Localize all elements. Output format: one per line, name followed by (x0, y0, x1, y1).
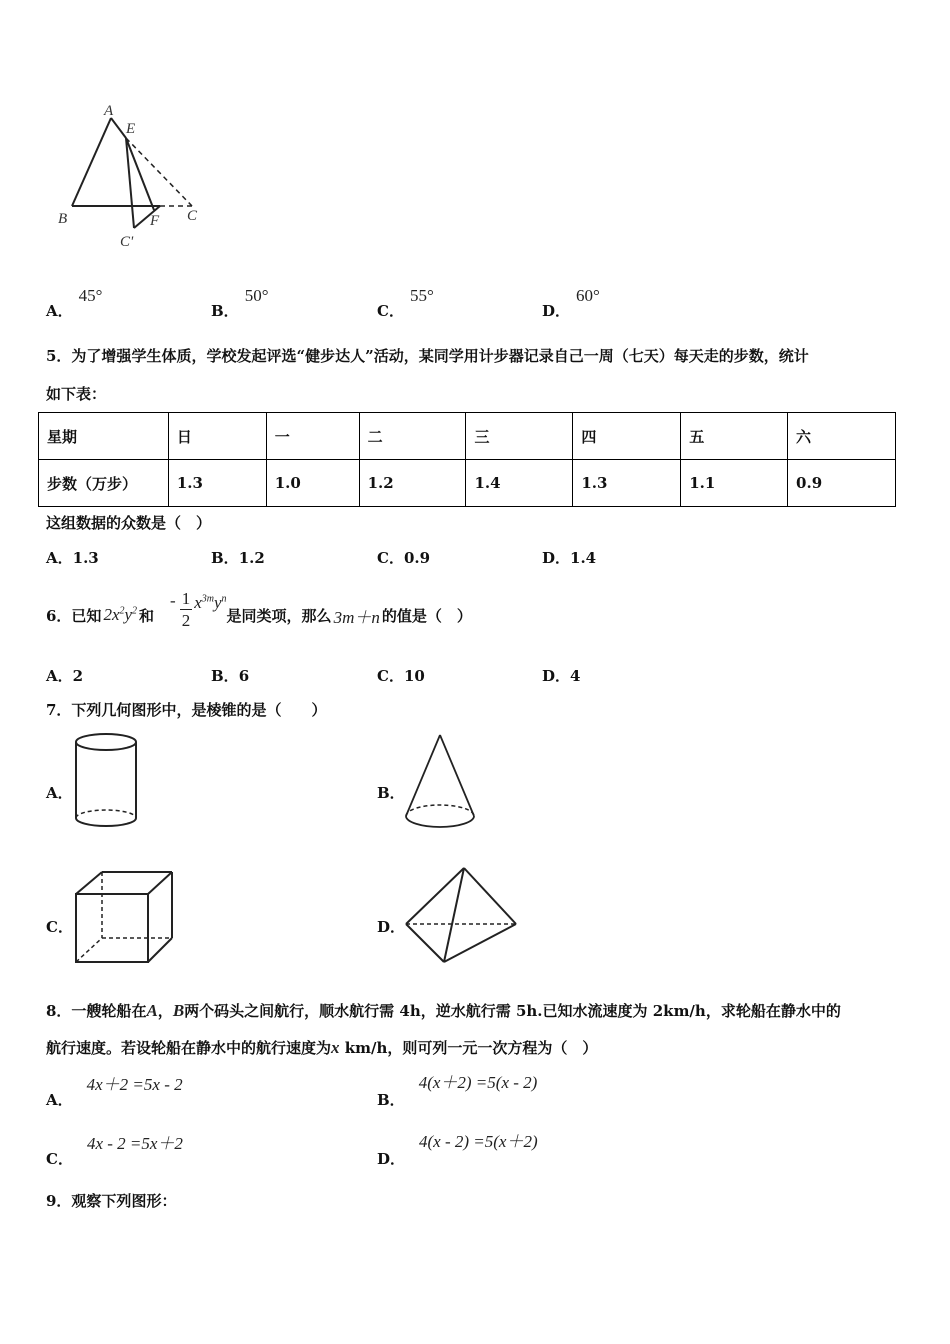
pyramid-edge (464, 868, 516, 924)
edge-ec-prime (126, 138, 134, 228)
q4-option-c[interactable] (377, 285, 434, 320)
q6-and: 和 (139, 606, 155, 625)
table-cell: 日 (168, 413, 266, 460)
pyramid-base-edge (444, 924, 516, 962)
q8-line2 (46, 1037, 597, 1058)
table-cell: 星期 (39, 413, 169, 460)
cylinder-figure[interactable] (70, 730, 142, 832)
q6-middle: 是同类项，那么 (226, 606, 332, 625)
table-cell: 六 (788, 413, 896, 460)
cone-right-side (440, 735, 474, 816)
q8-option-b[interactable] (377, 1068, 538, 1109)
table-row (39, 460, 896, 507)
q4-option-b[interactable] (211, 285, 269, 320)
q7-option-a-label[interactable]: A． (46, 784, 73, 802)
q6-option-a[interactable] (46, 665, 83, 686)
q8-option-c[interactable] (46, 1129, 183, 1168)
option-value: 50° (244, 286, 269, 305)
table-cell: 1.4 (466, 460, 573, 507)
q5-option-a[interactable] (46, 547, 99, 568)
option-letter: D． (542, 667, 571, 685)
q7-text: 7．下列几何图形中，是棱锥的是（ ） (46, 701, 327, 719)
q8-line1 (46, 1000, 841, 1021)
q6-suffix: 的值是（ ） (381, 606, 472, 625)
option-value: 0.9 (403, 549, 431, 567)
option-letter: C． (46, 1150, 73, 1168)
table-cell: 1.0 (266, 460, 359, 507)
cube-edge (148, 872, 172, 894)
q6-prefix: 6．已知 (46, 606, 102, 625)
label-b: B (58, 211, 68, 227)
option-value: 45° (78, 286, 103, 305)
label-e: E (126, 121, 136, 137)
table-cell: 五 (681, 413, 788, 460)
q5-question: 这组数据的众数是（ ） (46, 514, 212, 532)
q6-option-b[interactable] (211, 665, 249, 686)
cone-base-back (406, 805, 474, 816)
q8-comma: ， (157, 1002, 173, 1020)
option-letter: C． (377, 302, 404, 320)
option-letter: C． (377, 549, 404, 567)
q7-option-d-label[interactable]: D． (377, 918, 406, 936)
cube-edge (76, 872, 102, 894)
q6-minus: - (170, 591, 176, 610)
q8-line1-end: 两个码头之间航行，顺水航行需 4h，逆水航行需 5h.已知水流速度为 2km/h，求轮船在静水中的 (184, 1002, 841, 1020)
cone-left-side (406, 735, 440, 816)
option-letter: D． (377, 1150, 406, 1168)
table-cell: 1.1 (681, 460, 788, 507)
option-value: 2 (72, 667, 84, 685)
option-value: 4x - 2 =5x＋2 (86, 1134, 183, 1153)
option-value: 10 (403, 667, 425, 685)
q8-point-b: B (172, 1001, 185, 1020)
q6-frac-num: 1 (181, 588, 191, 608)
q6-term1: $2x^2y^2$ (103, 605, 138, 624)
q6-option-c[interactable] (377, 665, 425, 686)
option-value: 1.4 (570, 549, 597, 567)
q5-text-line2: 如下表： (46, 385, 107, 403)
option-letter: D． (542, 302, 571, 320)
option-value: 4 (570, 667, 581, 685)
q8-line1-start: 8．一艘轮船在 (46, 1002, 147, 1020)
q8-var-x: x (331, 1038, 340, 1057)
option-letter: B． (377, 1091, 405, 1109)
q6-expr: 3m＋n (333, 607, 380, 627)
q5-option-b[interactable] (211, 547, 265, 568)
pyramid-base-edge (406, 924, 444, 962)
q8-line2-end: km/h，则可列一元一次方程为（ ） (339, 1039, 598, 1057)
pyramid-figure[interactable] (400, 862, 522, 968)
q8-option-d[interactable] (377, 1127, 538, 1168)
table-cell: 三 (466, 413, 573, 460)
q8-option-a[interactable] (46, 1070, 183, 1109)
label-c-prime: C' (120, 234, 134, 250)
option-value: 4(x - 2) =5(x＋2) (419, 1132, 538, 1151)
q4-option-a[interactable] (46, 285, 103, 320)
label-c: C (187, 208, 198, 224)
pyramid-edge (444, 868, 464, 962)
label-a: A (104, 103, 114, 119)
steps-table (38, 412, 896, 507)
q4-option-d[interactable] (542, 285, 600, 320)
cylinder-top (76, 734, 136, 750)
option-letter: B． (211, 302, 239, 320)
table-cell: 0.9 (788, 460, 896, 507)
option-value: 6 (238, 667, 250, 685)
option-letter: A． (46, 667, 73, 685)
option-value: 60° (576, 286, 600, 305)
option-value: 1.2 (238, 549, 265, 567)
triangle-fold-figure (50, 98, 210, 254)
q6-option-d[interactable] (542, 665, 580, 686)
cylinder-bottom-back (76, 810, 136, 818)
table-cell: 四 (573, 413, 681, 460)
option-letter: A． (46, 302, 73, 320)
option-letter: C． (377, 667, 404, 685)
cone-base-front (406, 816, 474, 827)
option-letter: B． (211, 549, 239, 567)
cube-figure[interactable] (70, 866, 178, 968)
edge-ab (72, 118, 111, 206)
q7-option-c-label[interactable]: C． (46, 918, 73, 936)
q8-line2-start: 航行速度。若设轮船在静水中的航行速度为 (46, 1039, 332, 1057)
cube-edge (148, 938, 172, 962)
q6-term2: $x^{3m}y^n$ (194, 593, 227, 612)
q7-option-b-label[interactable]: B． (377, 784, 405, 802)
q5-option-d[interactable] (542, 547, 596, 568)
edge-ec-dashed (126, 138, 192, 206)
edge-ae (111, 118, 126, 138)
q8-point-a: A (146, 1001, 158, 1020)
q5-option-c[interactable] (377, 547, 430, 568)
table-cell: 二 (359, 413, 466, 460)
option-letter: A． (46, 1091, 73, 1109)
option-value: 4(x＋2) =5(x - 2) (418, 1073, 538, 1092)
cone-figure[interactable] (400, 730, 482, 832)
q6-fraction (180, 590, 193, 629)
option-letter: D． (542, 549, 571, 567)
option-letter: A． (46, 549, 73, 567)
q9-text: 9．观察下列图形： (46, 1192, 177, 1210)
option-value: 4x＋2 =5x - 2 (86, 1075, 183, 1094)
pyramid-edge (406, 868, 464, 924)
option-letter: B． (211, 667, 239, 685)
table-cell: 1.3 (573, 460, 681, 507)
cylinder-bottom-front (76, 818, 136, 826)
table-cell: 一 (266, 413, 359, 460)
table-header-row (39, 413, 896, 460)
table-cell: 1.3 (168, 460, 266, 507)
option-value: 55° (409, 286, 434, 305)
table-cell: 1.2 (359, 460, 466, 507)
q5-text-line1: 5．为了增强学生体质，学校发起评选“健步达人”活动，某同学用计步器记录自己一周（七天）每天走的步数，统计 (46, 347, 809, 365)
table-cell: 步数（万步） (39, 460, 169, 507)
q6-text (46, 580, 472, 650)
cube-hidden-edge (76, 938, 102, 962)
label-f: F (150, 213, 160, 229)
option-value: 1.3 (72, 549, 99, 567)
q6-frac-den: 2 (181, 610, 191, 630)
